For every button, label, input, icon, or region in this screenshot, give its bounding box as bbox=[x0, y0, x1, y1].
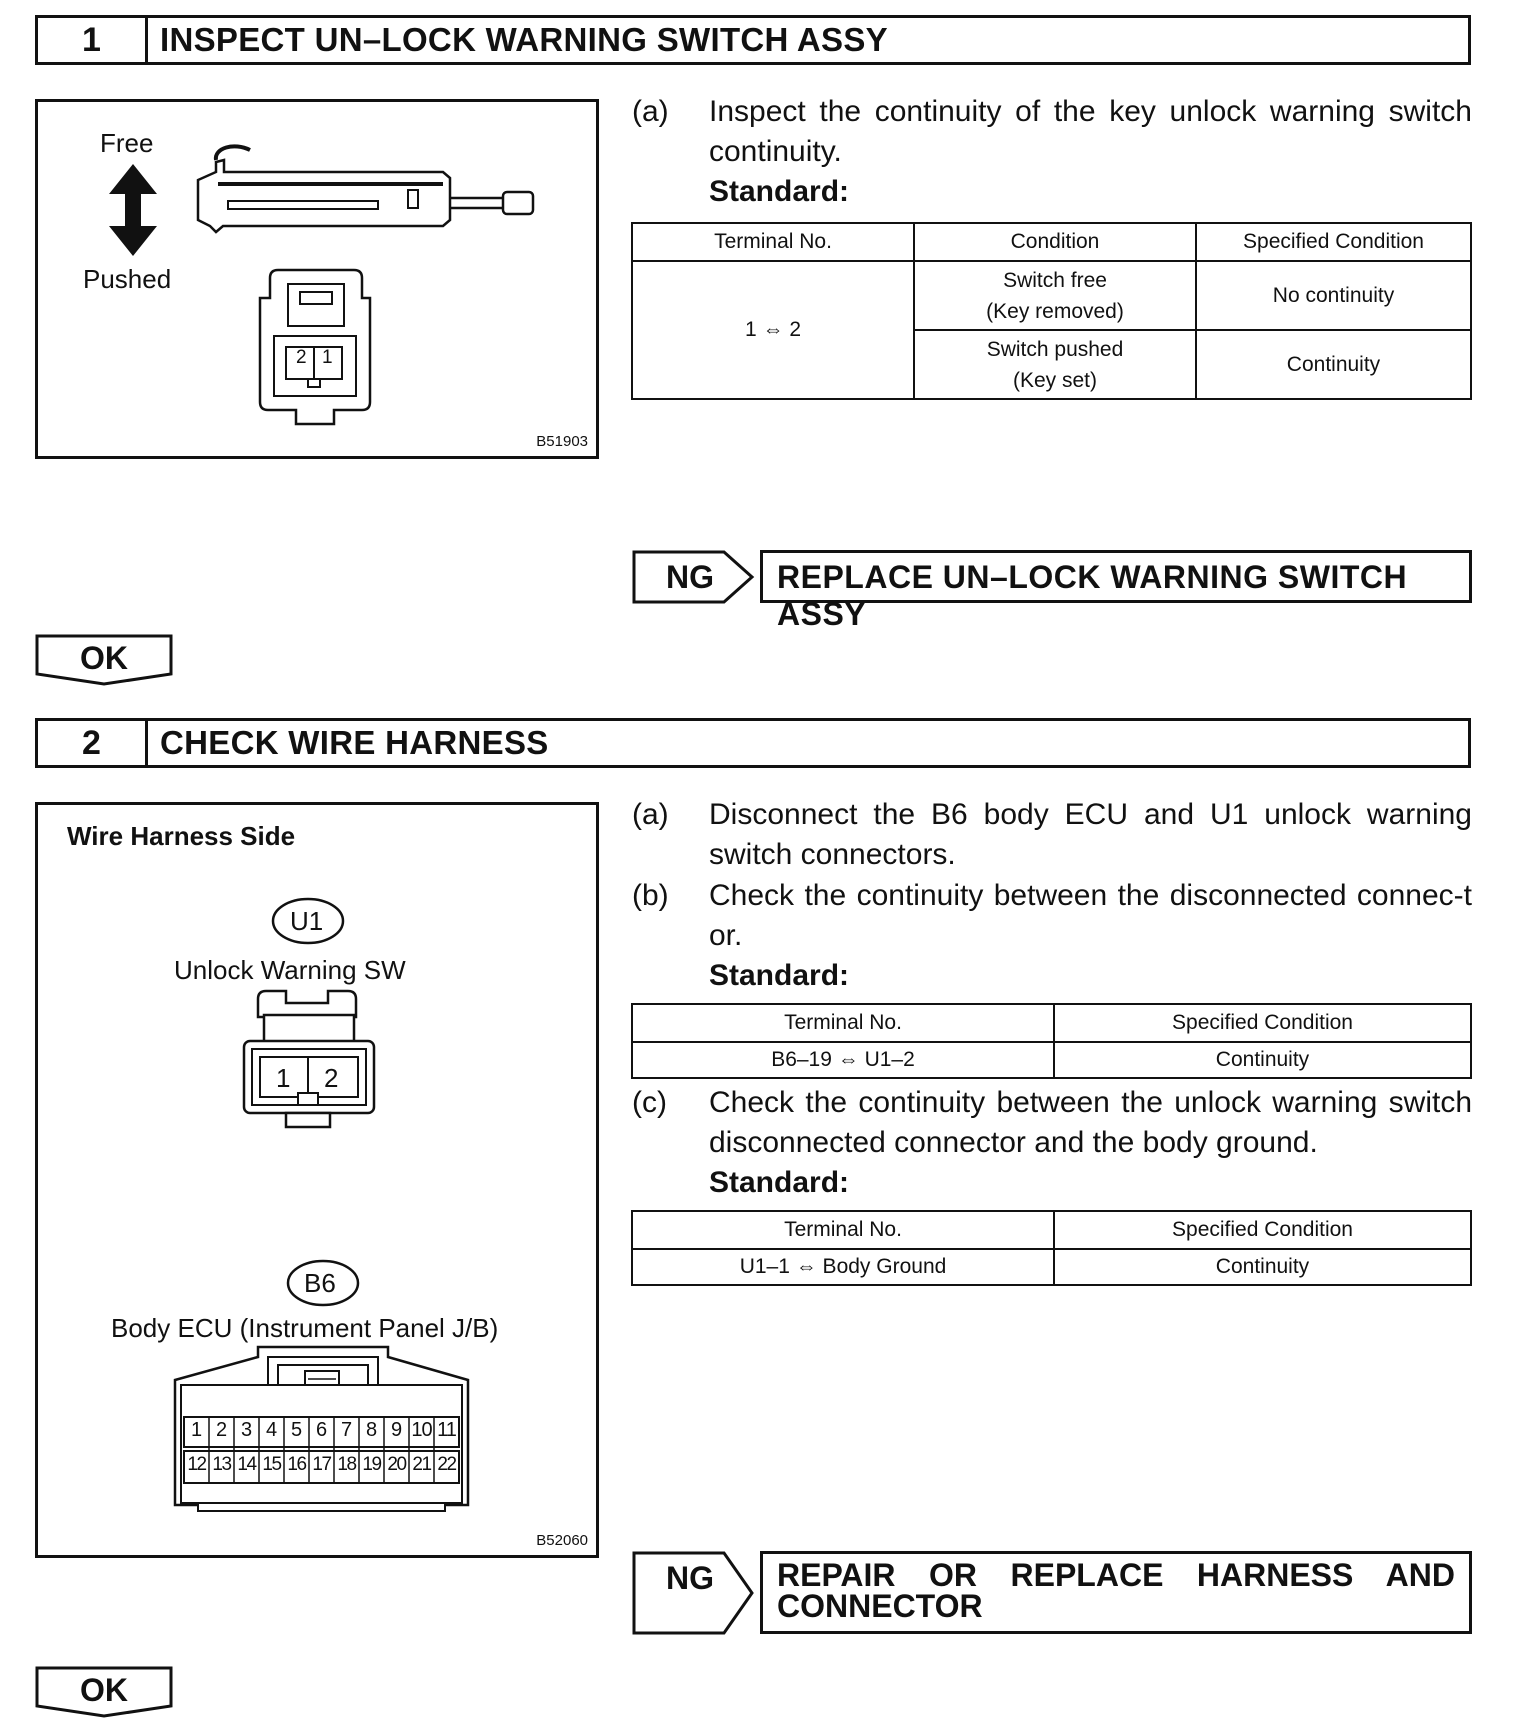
plunger-icon bbox=[503, 192, 533, 214]
b6-pin: 11 bbox=[437, 1419, 456, 1441]
instruction-text: Check the continuity between the disconnected connec-tor. bbox=[709, 879, 1472, 952]
table-row bbox=[632, 1249, 1471, 1285]
instruction-label: (a) bbox=[632, 95, 669, 128]
table-row bbox=[632, 1042, 1471, 1078]
b6-pin: 13 bbox=[212, 1454, 231, 1475]
ng-action-box[interactable]: REPLACE UN–LOCK WARNING SWITCH ASSY bbox=[760, 550, 1472, 603]
instruction-label: (a) bbox=[632, 798, 669, 831]
step2-figure bbox=[35, 802, 599, 1558]
condition-line: Switch pushed bbox=[986, 337, 1124, 361]
col-specified: Specified Condition bbox=[1054, 1004, 1471, 1042]
b6-pin: 15 bbox=[262, 1454, 281, 1475]
b6-pin: 12 bbox=[187, 1454, 206, 1475]
terminal-cell: B6–19 ⇔ U1–2 bbox=[632, 1042, 1054, 1078]
b6-pin: 1 bbox=[190, 1419, 203, 1441]
col-terminal: Terminal No. bbox=[632, 1211, 1054, 1249]
condition-cell bbox=[914, 261, 1196, 330]
ng-action-line: REPAIR OR REPLACE HARNESS AND bbox=[777, 1557, 1455, 1593]
b6-pin: 10 bbox=[411, 1419, 432, 1441]
b6-id: B6 bbox=[304, 1268, 336, 1298]
step2-header bbox=[35, 718, 1471, 768]
b6-pin: 18 bbox=[337, 1454, 356, 1475]
instruction-text: Disconnect the B6 body ECU and U1 unlock warning switch connectors. bbox=[709, 798, 1472, 871]
b6-pin: 7 bbox=[340, 1419, 353, 1441]
u1-id: U1 bbox=[290, 906, 324, 936]
terminal-cell: 1 ⇔ 2 bbox=[632, 261, 914, 399]
double-arrow-icon bbox=[109, 164, 157, 256]
col-condition: Condition bbox=[914, 223, 1196, 261]
ng-action-line: CONNECTOR bbox=[777, 1588, 983, 1624]
result-cell: Continuity bbox=[1054, 1042, 1471, 1078]
b6-pin: 17 bbox=[312, 1454, 331, 1475]
b6-pin: 5 bbox=[290, 1419, 303, 1441]
ng-label: NG bbox=[666, 559, 714, 595]
b6-pin-row-top bbox=[184, 1419, 459, 1442]
condition-line: (Key set) bbox=[1012, 368, 1098, 392]
step1-figure bbox=[35, 99, 599, 459]
b6-pin: 14 bbox=[237, 1454, 256, 1475]
u1-name: Unlock Warning SW bbox=[174, 955, 406, 985]
unlock-switch-illustration bbox=[38, 102, 598, 458]
u1-pin-1: 1 bbox=[276, 1063, 291, 1093]
figure-code: B51903 bbox=[536, 433, 588, 450]
table-header-row bbox=[632, 1211, 1471, 1249]
step2-instruction-a bbox=[632, 795, 1472, 875]
standard-label: Standard: bbox=[709, 959, 850, 992]
b6-pin: 16 bbox=[287, 1454, 306, 1475]
pin-2-label: 2 bbox=[296, 347, 307, 368]
step1-title: INSPECT UN–LOCK WARNING SWITCH ASSY bbox=[160, 21, 888, 58]
instruction-label: (c) bbox=[632, 1086, 667, 1119]
figure-code: B52060 bbox=[536, 1532, 588, 1549]
condition-cell bbox=[914, 330, 1196, 399]
col-specified: Specified Condition bbox=[1196, 223, 1471, 261]
figure-heading: Wire Harness Side bbox=[67, 821, 296, 851]
terminal-cell: U1–1 ⇔ Body Ground bbox=[632, 1249, 1054, 1285]
pushed-label: Pushed bbox=[83, 264, 172, 294]
table-header-row bbox=[632, 223, 1471, 261]
instruction-text: Check the continuity between the unlock warning switch disconnected connector and the body ground. bbox=[709, 1086, 1472, 1159]
step2-instruction-b bbox=[632, 876, 1472, 956]
b6-pin: 4 bbox=[265, 1419, 278, 1441]
standard-label: Standard: bbox=[709, 1166, 850, 1199]
pin-1-label: 1 bbox=[322, 347, 333, 368]
condition-line: Switch free bbox=[1003, 268, 1107, 292]
ok-label[interactable]: OK bbox=[80, 1672, 128, 1708]
instruction-label: (b) bbox=[632, 879, 669, 912]
condition-line: (Key removed) bbox=[986, 299, 1124, 323]
step2-title: CHECK WIRE HARNESS bbox=[160, 724, 549, 761]
standard-label: Standard: bbox=[709, 175, 850, 208]
result-cell: Continuity bbox=[1054, 1249, 1471, 1285]
table-row bbox=[632, 261, 1471, 330]
u1-pin-2: 2 bbox=[324, 1063, 339, 1093]
step2-number: 2 bbox=[38, 721, 148, 765]
step1-instruction-a bbox=[632, 92, 1472, 172]
b6-pin: 21 bbox=[412, 1454, 431, 1475]
result-cell: Continuity bbox=[1196, 330, 1471, 399]
result-cell: No continuity bbox=[1196, 261, 1471, 330]
col-terminal: Terminal No. bbox=[632, 223, 914, 261]
ng-action-box[interactable] bbox=[760, 1551, 1472, 1634]
b6-pin: 6 bbox=[315, 1419, 328, 1441]
step2-instruction-c bbox=[632, 1083, 1472, 1163]
free-label: Free bbox=[100, 128, 154, 158]
b6-pin: 3 bbox=[240, 1419, 253, 1441]
b6-pin: 9 bbox=[390, 1419, 403, 1441]
ng-label: NG bbox=[666, 1560, 714, 1596]
step2-spec-table-c bbox=[631, 1210, 1472, 1286]
b6-pin-row-bottom bbox=[184, 1454, 459, 1476]
b6-pin: 2 bbox=[215, 1419, 228, 1441]
b6-pin: 22 bbox=[437, 1454, 456, 1475]
step1-number: 1 bbox=[38, 18, 148, 62]
col-specified: Specified Condition bbox=[1054, 1211, 1471, 1249]
b6-pin: 8 bbox=[365, 1419, 378, 1441]
col-terminal: Terminal No. bbox=[632, 1004, 1054, 1042]
step1-header bbox=[35, 15, 1471, 65]
table-header-row bbox=[632, 1004, 1471, 1042]
u1-latch-icon bbox=[258, 991, 356, 1017]
step2-spec-table-b bbox=[631, 1003, 1472, 1079]
b6-pin: 20 bbox=[387, 1454, 406, 1475]
b6-name: Body ECU (Instrument Panel J/B) bbox=[111, 1313, 499, 1343]
instruction-text: Inspect the continuity of the key unlock warning switch continuity. bbox=[709, 95, 1472, 168]
b6-pin: 19 bbox=[362, 1454, 381, 1475]
step1-spec-table bbox=[631, 222, 1472, 400]
ok-label[interactable]: OK bbox=[80, 640, 128, 676]
